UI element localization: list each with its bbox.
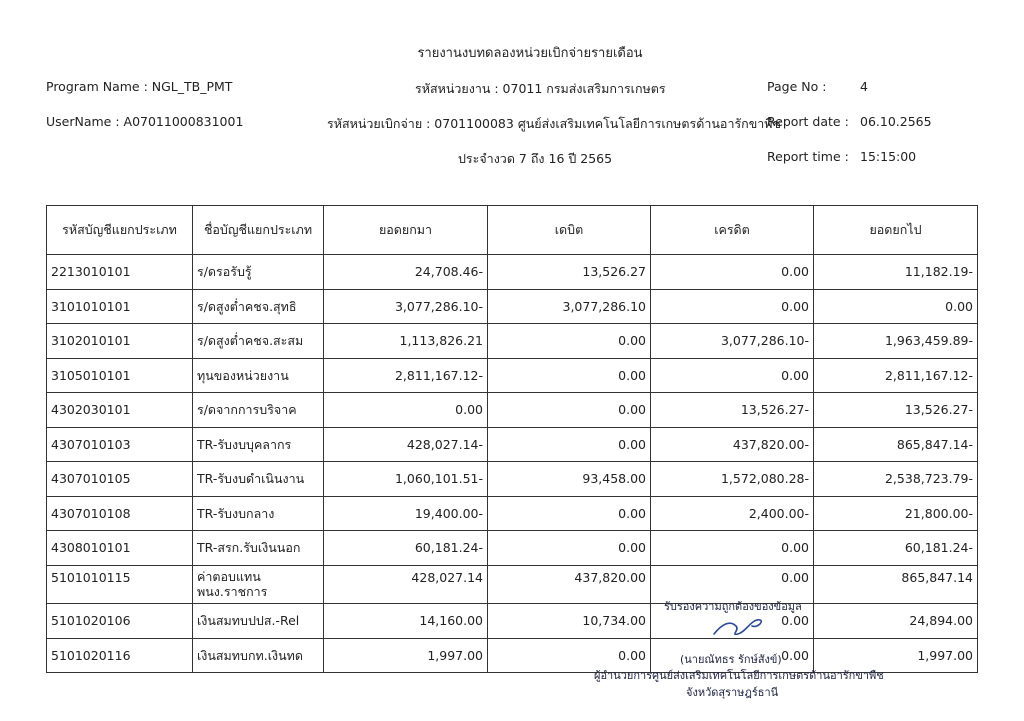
credit: 0.00 xyxy=(651,255,814,290)
col-header-opening-balance: ยอดยกมา xyxy=(324,206,488,255)
debit: 13,526.27 xyxy=(488,255,651,290)
debit: 0.00 xyxy=(488,324,651,359)
account-code: 2213010101 xyxy=(47,255,193,290)
table-row xyxy=(47,496,978,531)
closing-balance: 2,538,723.79- xyxy=(814,462,978,497)
agency-code: รหัสหน่วยงาน : 07011 กรมส่งเสริมการเกษตร xyxy=(415,81,666,96)
credit: 0.00 xyxy=(651,565,814,604)
credit: 0.00 xyxy=(651,358,814,393)
opening-balance: 1,997.00 xyxy=(324,638,488,673)
closing-balance: 2,811,167.12- xyxy=(814,358,978,393)
debit: 0.00 xyxy=(488,638,651,673)
closing-balance: 24,894.00 xyxy=(814,604,978,639)
opening-balance: 0.00 xyxy=(324,393,488,428)
closing-balance: 13,526.27- xyxy=(814,393,978,428)
opening-balance: 1,060,101.51- xyxy=(324,462,488,497)
account-code: 3101010101 xyxy=(47,289,193,324)
signer-position: ผู้อำนวยการศูนย์ส่งเสริมเทคโนโลยีการเกษตรด้านอารักขาพืช xyxy=(594,669,884,682)
debit: 10,734.00 xyxy=(488,604,651,639)
debit: 0.00 xyxy=(488,531,651,566)
opening-balance: 60,181.24- xyxy=(324,531,488,566)
opening-balance: 24,708.46- xyxy=(324,255,488,290)
account-code: 5101020116 xyxy=(47,638,193,673)
credit: 0.00 xyxy=(651,604,814,639)
opening-balance: 428,027.14 xyxy=(324,565,488,604)
opening-balance: 2,811,167.12- xyxy=(324,358,488,393)
page-number: 4 xyxy=(860,79,868,94)
col-header-account-name: ชื่อบัญชีแยกประเภท xyxy=(193,206,324,255)
account-name: ร/ดจากการบริจาค xyxy=(193,393,324,428)
table-row xyxy=(47,565,978,604)
debit: 93,458.00 xyxy=(488,462,651,497)
credit: 0.00 xyxy=(651,638,814,673)
table-row xyxy=(47,324,978,359)
col-header-credit: เครดิต xyxy=(651,206,814,255)
credit: 0.00 xyxy=(651,289,814,324)
account-name: TR-รับงบบุคลากร xyxy=(193,427,324,462)
certification-text: รับรองความถูกต้องของข้อมูล xyxy=(664,600,802,613)
debit: 0.00 xyxy=(488,427,651,462)
opening-balance: 19,400.00- xyxy=(324,496,488,531)
account-code: 4307010108 xyxy=(47,496,193,531)
account-name: ร/ดสูงต่ำคชจ.สะสม xyxy=(193,324,324,359)
opening-balance: 14,160.00 xyxy=(324,604,488,639)
signer-province: จังหวัดสุราษฎร์ธานี xyxy=(686,686,779,699)
table-header-row xyxy=(47,206,978,255)
account-name: TR-รับงบกลาง xyxy=(193,496,324,531)
account-code: 4307010105 xyxy=(47,462,193,497)
account-code: 4302030101 xyxy=(47,393,193,428)
col-header-closing-balance: ยอดยกไป xyxy=(814,206,978,255)
debit: 0.00 xyxy=(488,393,651,428)
table-row xyxy=(47,358,978,393)
account-name: ค่าตอบแทนพนง.ราชการ xyxy=(193,565,324,604)
user-name: UserName : A07011000831001 xyxy=(46,114,244,129)
col-header-account-code: รหัสบัญชีแยกประเภท xyxy=(47,206,193,255)
table-row xyxy=(47,604,978,639)
opening-balance: 1,113,826.21 xyxy=(324,324,488,359)
report-time-label: Report time : xyxy=(767,149,849,164)
opening-balance: 428,027.14- xyxy=(324,427,488,462)
account-name: เงินสมทบกท.เงินทด xyxy=(193,638,324,673)
account-code: 3105010101 xyxy=(47,358,193,393)
account-code: 5101010115 xyxy=(47,565,193,604)
table-row xyxy=(47,531,978,566)
account-name: ทุนของหน่วยงาน xyxy=(193,358,324,393)
account-name: เงินสมทบปปส.-Rel xyxy=(193,604,324,639)
report-date-label: Report date : xyxy=(767,114,849,129)
table-row xyxy=(47,462,978,497)
report-title: รายงานงบทดลองหน่วยเบิกจ่ายรายเดือน xyxy=(417,46,643,61)
closing-balance: 865,847.14- xyxy=(814,427,978,462)
closing-balance: 11,182.19- xyxy=(814,255,978,290)
trial-balance-table xyxy=(46,205,978,673)
debit: 3,077,286.10 xyxy=(488,289,651,324)
table-row xyxy=(47,255,978,290)
closing-balance: 1,997.00 xyxy=(814,638,978,673)
closing-balance: 1,963,459.89- xyxy=(814,324,978,359)
account-name: ร/ดรอรับรู้ xyxy=(193,255,324,290)
col-header-debit: เดบิต xyxy=(488,206,651,255)
table-row xyxy=(47,393,978,428)
credit: 13,526.27- xyxy=(651,393,814,428)
account-name: ร/ดสูงต่ำคชจ.สุทธิ xyxy=(193,289,324,324)
signature-mark xyxy=(708,606,768,642)
closing-balance: 60,181.24- xyxy=(814,531,978,566)
account-name: TR-สรก.รับเงินนอก xyxy=(193,531,324,566)
credit: 3,077,286.10- xyxy=(651,324,814,359)
closing-balance: 865,847.14 xyxy=(814,565,978,604)
account-code: 5101020106 xyxy=(47,604,193,639)
disbursing-unit: รหัสหน่วยเบิกจ่าย : 0701100083 ศูนย์ส่งเสริมเทคโนโลยีการเกษตรด้านอารักขาพืช xyxy=(327,116,782,131)
page-label: Page No : xyxy=(767,79,827,94)
closing-balance: 0.00 xyxy=(814,289,978,324)
report-time: 15:15:00 xyxy=(860,149,917,164)
report-period: ประจำงวด 7 ถึง 16 ปี 2565 xyxy=(458,151,613,166)
table-row xyxy=(47,427,978,462)
credit: 437,820.00- xyxy=(651,427,814,462)
account-name: TR-รับงบดำเนินงาน xyxy=(193,462,324,497)
signer-name: (นายณัทธร รักษ์สังข์) xyxy=(680,653,782,666)
credit: 0.00 xyxy=(651,531,814,566)
debit: 0.00 xyxy=(488,358,651,393)
debit: 437,820.00 xyxy=(488,565,651,604)
account-code: 4307010103 xyxy=(47,427,193,462)
account-code: 4308010101 xyxy=(47,531,193,566)
credit: 1,572,080.28- xyxy=(651,462,814,497)
table-row xyxy=(47,289,978,324)
closing-balance: 21,800.00- xyxy=(814,496,978,531)
opening-balance: 3,077,286.10- xyxy=(324,289,488,324)
account-code: 3102010101 xyxy=(47,324,193,359)
program-name: Program Name : NGL_TB_PMT xyxy=(46,79,233,94)
debit: 0.00 xyxy=(488,496,651,531)
report-date: 06.10.2565 xyxy=(860,114,932,129)
credit: 2,400.00- xyxy=(651,496,814,531)
